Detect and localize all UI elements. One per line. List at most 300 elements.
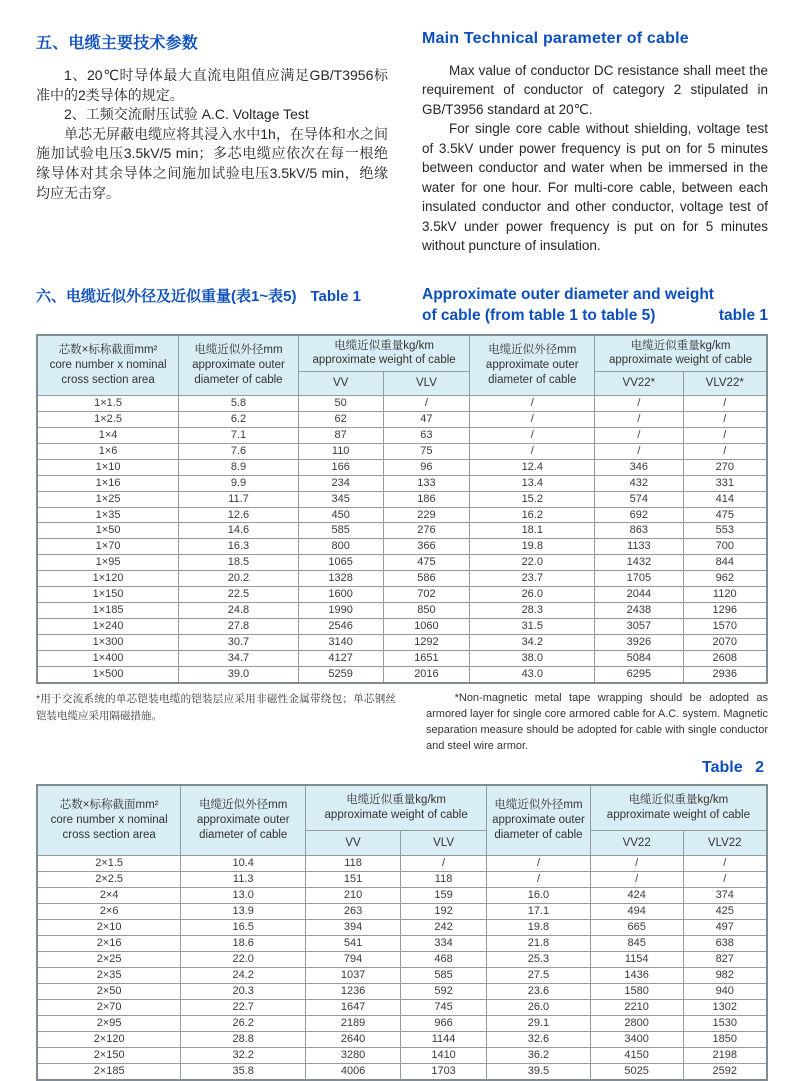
table-cell: 19.8 <box>487 920 591 936</box>
table-cell: 1236 <box>306 984 401 1000</box>
table-cell: / <box>470 395 595 411</box>
table-cell: 1×150 <box>37 587 179 603</box>
table-cell: 34.7 <box>179 651 299 667</box>
table-cell: 16.5 <box>181 920 306 936</box>
table-row <box>37 667 767 683</box>
table-cell: 4006 <box>306 1064 401 1080</box>
section6-en-title-line2 <box>422 306 768 327</box>
table-cell: 2×50 <box>37 984 181 1000</box>
table-cell: 47 <box>383 411 470 427</box>
table-cell: 2×4 <box>37 888 181 904</box>
table-cell: 1436 <box>590 968 683 984</box>
table-row <box>37 523 767 539</box>
table1-header-weight-zh: 电缆近似重量kg/km <box>334 339 434 352</box>
table1-header-core <box>37 335 179 395</box>
table-cell: 541 <box>306 936 401 952</box>
table-cell: 35.8 <box>181 1064 306 1080</box>
table-cell: 497 <box>683 920 767 936</box>
table-cell: 424 <box>590 888 683 904</box>
table-cell: 366 <box>383 539 470 555</box>
table2-subheader-vv22: VV22 <box>590 831 683 856</box>
table-cell: 1432 <box>595 555 683 571</box>
table-cell: 1570 <box>683 619 767 635</box>
table-cell: 425 <box>683 904 767 920</box>
table-cell: 1154 <box>590 952 683 968</box>
table1-header-diameter-en: approximate outer diameter of cable <box>192 359 285 386</box>
table2-header <box>37 785 767 856</box>
table-cell: 2210 <box>590 1000 683 1016</box>
table-cell: 19.8 <box>470 539 595 555</box>
table-cell: 192 <box>401 904 487 920</box>
table2-header-core-en: core number x nominal cross section area <box>50 814 168 842</box>
table2-header-weight2-zh: 电缆近似重量kg/km <box>628 794 729 807</box>
table-cell: 3140 <box>298 635 383 651</box>
table-cell: / <box>595 427 683 443</box>
table-cell: 800 <box>298 539 383 555</box>
table-cell: 27.8 <box>179 619 299 635</box>
table-cell: 574 <box>595 491 683 507</box>
table-row <box>37 411 767 427</box>
table-cell: 1990 <box>298 603 383 619</box>
table1-footnotes <box>36 691 768 755</box>
table-cell: 10.4 <box>181 856 306 872</box>
table-cell: 745 <box>401 1000 487 1016</box>
table-cell: 1×2.5 <box>37 411 179 427</box>
table-cell: 468 <box>401 952 487 968</box>
table1-header-weight-en: approximate weight of cable <box>312 354 456 367</box>
table-cell: 2×70 <box>37 1000 181 1016</box>
table-cell: 1705 <box>595 571 683 587</box>
table-cell: / <box>595 443 683 459</box>
table-row <box>37 651 767 667</box>
table-cell: 18.6 <box>181 936 306 952</box>
table-cell: / <box>683 443 767 459</box>
table2-header-diameter2-zh: 电缆近似外径mm <box>494 799 583 812</box>
table-cell: 15.2 <box>470 491 595 507</box>
table-cell: 2×25 <box>37 952 181 968</box>
table-cell: 14.6 <box>179 523 299 539</box>
table-cell: 26.0 <box>470 587 595 603</box>
table1-body <box>37 395 767 683</box>
table-cell: 27.5 <box>487 968 591 984</box>
table-cell: 21.8 <box>487 936 591 952</box>
section5-zh-para-3: 单芯无屏蔽电缆应将其浸入水中1h，在导体和水之间施加试验电压3.5kV/5 min；多芯电缆应依次在每一根绝缘导体对其余导体之间施加试验电压3.5kV/5 min，绝缘均应无击穿。 <box>36 125 388 201</box>
table2-cable-spec <box>36 784 768 1081</box>
table-cell: 43.0 <box>470 667 595 683</box>
table-row <box>37 920 767 936</box>
table-cell: 2×16 <box>37 936 181 952</box>
table-cell: 11.3 <box>181 872 306 888</box>
table1-header-weight2-zh: 电缆近似重量kg/km <box>630 339 731 352</box>
table-cell: 982 <box>683 968 767 984</box>
table-cell: 346 <box>595 459 683 475</box>
table-cell: 36.2 <box>487 1048 591 1064</box>
table-cell: 2936 <box>683 667 767 683</box>
table-cell: 827 <box>683 952 767 968</box>
table-row <box>37 888 767 904</box>
table-cell: 2189 <box>306 1016 401 1032</box>
section6-en-title-line1: Approximate outer diameter and weight <box>422 286 714 304</box>
table-cell: 2198 <box>683 1048 767 1064</box>
table-row <box>37 936 767 952</box>
section5-en-title: Main Technical parameter of cable <box>422 30 689 47</box>
table-row <box>37 427 767 443</box>
table2-body <box>37 856 767 1080</box>
table1-header-weight2-en: approximate weight of cable <box>608 354 753 367</box>
table-cell: 940 <box>683 984 767 1000</box>
table-cell: 4127 <box>298 651 383 667</box>
table-cell: 2×185 <box>37 1064 181 1080</box>
table-cell: 26.0 <box>487 1000 591 1016</box>
table-cell: / <box>683 395 767 411</box>
table-cell: 22.5 <box>179 587 299 603</box>
table-cell: 22.7 <box>181 1000 306 1016</box>
table-cell: 151 <box>306 872 401 888</box>
section6-en-table-label: table 1 <box>718 307 768 325</box>
table-cell: 1×95 <box>37 555 179 571</box>
table-cell: 50 <box>298 395 383 411</box>
table-cell: / <box>683 427 767 443</box>
table-cell: 9.9 <box>179 475 299 491</box>
table-cell: 2438 <box>595 603 683 619</box>
table-cell: 1×400 <box>37 651 179 667</box>
table-cell: 1292 <box>383 635 470 651</box>
table-cell: 2608 <box>683 651 767 667</box>
table-cell: 18.1 <box>470 523 595 539</box>
table-cell: 186 <box>383 491 470 507</box>
table-cell: 331 <box>683 475 767 491</box>
table-cell: 1×70 <box>37 539 179 555</box>
table-cell: 75 <box>383 443 470 459</box>
table-cell: 850 <box>383 603 470 619</box>
table-cell: 4150 <box>590 1048 683 1064</box>
table-cell: 62 <box>298 411 383 427</box>
table-cell: 863 <box>595 523 683 539</box>
table-cell: 28.8 <box>181 1032 306 1048</box>
table-cell: / <box>470 443 595 459</box>
table-row <box>37 395 767 411</box>
table-cell: 26.2 <box>181 1016 306 1032</box>
table-cell: 1651 <box>383 651 470 667</box>
table-row <box>37 968 767 984</box>
table-cell: 844 <box>683 555 767 571</box>
table-cell: 1×240 <box>37 619 179 635</box>
table-cell: 16.3 <box>179 539 299 555</box>
table-cell: 32.6 <box>487 1032 591 1048</box>
table1-cable-spec <box>36 334 768 684</box>
table-row <box>37 507 767 523</box>
table-cell: 794 <box>306 952 401 968</box>
table-cell: 1144 <box>401 1032 487 1048</box>
table-cell: 1703 <box>401 1064 487 1080</box>
table-cell: 31.5 <box>470 619 595 635</box>
table2-header-core <box>37 785 181 856</box>
table-cell: / <box>595 411 683 427</box>
table-cell: / <box>383 395 470 411</box>
table1-header-diameter2-en: approximate outer diameter of cable <box>485 359 579 386</box>
table-cell: 22.0 <box>181 952 306 968</box>
table1-header-core-en: core number x nominal cross section area <box>49 359 167 386</box>
table-cell: 414 <box>683 491 767 507</box>
table-cell: 13.0 <box>181 888 306 904</box>
table-cell: 20.3 <box>181 984 306 1000</box>
footnote-zh: *用于交流系统的单芯铠装电缆的铠装层应采用非磁性金属带绕包；单芯钢丝铠装电缆应采用隔磁措施。 <box>36 693 396 723</box>
table-cell: 39.0 <box>179 667 299 683</box>
table-cell: 845 <box>590 936 683 952</box>
table-cell: 24.8 <box>179 603 299 619</box>
table-cell: 1600 <box>298 587 383 603</box>
table-cell: / <box>590 872 683 888</box>
table-cell: 1065 <box>298 555 383 571</box>
table1-header-core-zh: 芯数×标称截面mm² <box>58 344 158 357</box>
table-cell: 133 <box>383 475 470 491</box>
table-cell: 2×2.5 <box>37 872 181 888</box>
table-cell: 2×35 <box>37 968 181 984</box>
table-row <box>37 984 767 1000</box>
section5-zh-title: 五、电缆主要技术参数 <box>36 35 199 52</box>
table-cell: 7.1 <box>179 427 299 443</box>
table2-header-weight2-en: approximate weight of cable <box>606 809 750 822</box>
table-cell: 1328 <box>298 571 383 587</box>
table2-header-core-zh: 芯数×标称截面mm² <box>59 799 159 812</box>
table-row <box>37 872 767 888</box>
table-cell: 1×300 <box>37 635 179 651</box>
table-cell: 1580 <box>590 984 683 1000</box>
table-cell: 1×185 <box>37 603 179 619</box>
table-cell: 210 <box>306 888 401 904</box>
table-cell: 5259 <box>298 667 383 683</box>
table-cell: 2800 <box>590 1016 683 1032</box>
section5-en-para-2: For single core cable without shielding, voltage test of 3.5kV under power frequency is put on for 5 minutes between conductor and water when be immersed in the water for one hour. For multi-core cable, between each insulated conductor and other conductor, voltage test of 3.5kV under power frequency is put on for 5 minutes without puncture of insulation. <box>422 121 768 253</box>
footnote-en: *Non-magnetic metal tape wrapping should be adopted as armored layer for single core armored cable for A.C. system. Magnetic separation measure should be adopted for cable with single conductor and steel wire armor. <box>426 692 768 752</box>
table-cell: 553 <box>683 523 767 539</box>
table-cell: 2546 <box>298 619 383 635</box>
table-row <box>37 587 767 603</box>
table-cell: 2044 <box>595 587 683 603</box>
table-cell: 2640 <box>306 1032 401 1048</box>
table2-header-weight2-group <box>590 785 767 831</box>
table-cell: 6.2 <box>179 411 299 427</box>
section6-zh-table-label: Table 1 <box>310 288 362 306</box>
table1-header-weight-group <box>298 335 470 371</box>
table-row <box>37 603 767 619</box>
table1-header-diameter2-zh: 电缆近似外径mm <box>488 344 577 357</box>
table-cell: 34.2 <box>470 635 595 651</box>
table-cell: 118 <box>401 872 487 888</box>
table-cell: 276 <box>383 523 470 539</box>
table-cell: 5025 <box>590 1064 683 1080</box>
section5-en-column <box>422 30 768 255</box>
table-cell: 1×1.5 <box>37 395 179 411</box>
table-cell: 1×35 <box>37 507 179 523</box>
section6-zh-title-text: 六、电缆近似外径及近似重量(表1~表5) <box>36 288 297 306</box>
table-cell: 12.6 <box>179 507 299 523</box>
table2-subheader-vv: VV <box>306 831 401 856</box>
table-row <box>37 1048 767 1064</box>
table-cell: 1×50 <box>37 523 179 539</box>
table-cell: / <box>470 427 595 443</box>
table-cell: 166 <box>298 459 383 475</box>
table-row <box>37 904 767 920</box>
table-cell: 665 <box>590 920 683 936</box>
table-cell: 8.9 <box>179 459 299 475</box>
table-cell: 24.2 <box>181 968 306 984</box>
table-cell: 2×95 <box>37 1016 181 1032</box>
table-cell: 585 <box>401 968 487 984</box>
table2-header-weight-en: approximate weight of cable <box>324 809 468 822</box>
table1-subheader-vlv22: VLV22* <box>683 371 767 395</box>
table-cell: 494 <box>590 904 683 920</box>
table-cell: 28.3 <box>470 603 595 619</box>
table-cell: 39.5 <box>487 1064 591 1080</box>
table-cell: 13.9 <box>181 904 306 920</box>
section5-zh-column <box>36 30 388 255</box>
table1-subheader-vlv: VLV <box>383 371 470 395</box>
table-row <box>37 539 767 555</box>
table-cell: 2070 <box>683 635 767 651</box>
table-cell: 3926 <box>595 635 683 651</box>
table-cell: 12.4 <box>470 459 595 475</box>
table-cell: 432 <box>595 475 683 491</box>
table-cell: 1037 <box>306 968 401 984</box>
table2-header-diameter <box>181 785 306 856</box>
table-cell: 3400 <box>590 1032 683 1048</box>
table-cell: 32.2 <box>181 1048 306 1064</box>
table-cell: 18.5 <box>179 555 299 571</box>
table-row <box>37 475 767 491</box>
table-cell: 30.7 <box>179 635 299 651</box>
table-cell: / <box>683 411 767 427</box>
table-cell: 638 <box>683 936 767 952</box>
section5-zh-para-1: 1、20℃时导体最大直流电阻值应满足GB/T3956标准中的2类导体的规定。 <box>36 67 388 103</box>
table-cell: 2×10 <box>37 920 181 936</box>
table2-header-diameter-en: approximate outer diameter of cable <box>196 814 290 842</box>
table-row <box>37 1000 767 1016</box>
table-cell: 1×500 <box>37 667 179 683</box>
table-cell: 1×25 <box>37 491 179 507</box>
table-cell: / <box>683 872 767 888</box>
table-cell: 110 <box>298 443 383 459</box>
table-cell: 7.6 <box>179 443 299 459</box>
table1-subheader-vv: VV <box>298 371 383 395</box>
table2-header-diameter2-en: approximate outer diameter of cable <box>492 814 585 842</box>
table-cell: 450 <box>298 507 383 523</box>
table-cell: / <box>401 856 487 872</box>
table-cell: 118 <box>306 856 401 872</box>
table-cell: 586 <box>383 571 470 587</box>
table-row <box>37 1016 767 1032</box>
table1-header-diameter <box>179 335 299 395</box>
table-cell: 5.8 <box>179 395 299 411</box>
table-cell: 63 <box>383 427 470 443</box>
table-row <box>37 619 767 635</box>
table-cell: / <box>595 395 683 411</box>
section6-en-title <box>422 285 768 327</box>
table-cell: 6295 <box>595 667 683 683</box>
table-cell: 16.2 <box>470 507 595 523</box>
table-cell: / <box>683 856 767 872</box>
table-cell: 475 <box>383 555 470 571</box>
table-cell: 962 <box>683 571 767 587</box>
table-cell: 263 <box>306 904 401 920</box>
table1-header <box>37 335 767 395</box>
table-cell: 702 <box>383 587 470 603</box>
table-cell: 2×1.5 <box>37 856 181 872</box>
table-cell: 2×150 <box>37 1048 181 1064</box>
table-cell: 1133 <box>595 539 683 555</box>
table-cell: 700 <box>683 539 767 555</box>
table-cell: 17.1 <box>487 904 591 920</box>
table-cell: / <box>470 411 595 427</box>
table-cell: 1060 <box>383 619 470 635</box>
table-cell: 1120 <box>683 587 767 603</box>
table-cell: 1850 <box>683 1032 767 1048</box>
table-row <box>37 571 767 587</box>
table-cell: 1410 <box>401 1048 487 1064</box>
table-cell: 2×6 <box>37 904 181 920</box>
section6-en-title-line2-text: of cable (from table 1 to table 5) <box>422 307 656 325</box>
table-cell: 1×10 <box>37 459 179 475</box>
table-cell: 1530 <box>683 1016 767 1032</box>
section6-heading <box>36 285 768 327</box>
table1-header-diameter2 <box>470 335 595 395</box>
table-row <box>37 1032 767 1048</box>
table-row <box>37 856 767 872</box>
section6-en-column <box>422 285 768 327</box>
table-cell: 2592 <box>683 1064 767 1080</box>
table-cell: 11.7 <box>179 491 299 507</box>
table-cell: 96 <box>383 459 470 475</box>
table-cell: 23.6 <box>487 984 591 1000</box>
section5-en-para-1: Max value of conductor DC resistance shall meet the requirement of conductor of category 2 stipulated in GB/T3956 standard at 20℃. <box>422 63 768 117</box>
table1-header-diameter-zh: 电缆近似外径mm <box>194 344 283 357</box>
table-cell: 1302 <box>683 1000 767 1016</box>
table-cell: 345 <box>298 491 383 507</box>
table-cell: 692 <box>595 507 683 523</box>
table-cell: 1×6 <box>37 443 179 459</box>
table-cell: 1296 <box>683 603 767 619</box>
table-row <box>37 491 767 507</box>
table2-header-weight-group <box>306 785 487 831</box>
table-cell: 270 <box>683 459 767 475</box>
table-row <box>37 443 767 459</box>
table-cell: 87 <box>298 427 383 443</box>
table-cell: 234 <box>298 475 383 491</box>
table-cell: 334 <box>401 936 487 952</box>
table-cell: 13.4 <box>470 475 595 491</box>
table2-header-diameter2 <box>487 785 591 856</box>
table-cell: 16.0 <box>487 888 591 904</box>
table-row <box>37 555 767 571</box>
table-cell: / <box>487 856 591 872</box>
table-cell: 2016 <box>383 667 470 683</box>
table2-subheader-vlv: VLV <box>401 831 487 856</box>
table-cell: 1×16 <box>37 475 179 491</box>
table-cell: 29.1 <box>487 1016 591 1032</box>
table2-label: Table 2 <box>702 758 764 776</box>
table-row <box>37 459 767 475</box>
section5 <box>36 30 768 255</box>
table-cell: 2×120 <box>37 1032 181 1048</box>
table-cell: 1647 <box>306 1000 401 1016</box>
table2-subheader-vlv22: VLV22 <box>683 831 767 856</box>
table-cell: 20.2 <box>179 571 299 587</box>
table-row <box>37 1064 767 1080</box>
table-cell: 3280 <box>306 1048 401 1064</box>
table-cell: 229 <box>383 507 470 523</box>
table2-header-diameter-zh: 电缆近似外径mm <box>199 799 288 812</box>
table-cell: 22.0 <box>470 555 595 571</box>
